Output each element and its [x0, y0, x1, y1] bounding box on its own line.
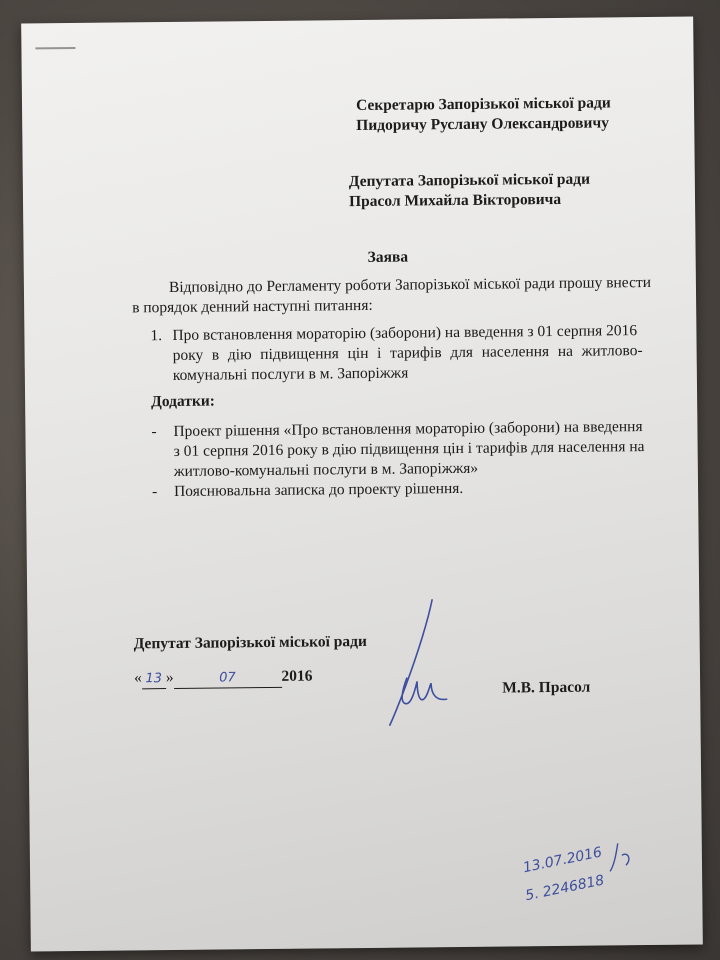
attachment-bullet-2: - [151, 483, 158, 501]
registration-note [518, 837, 669, 919]
sender-line-2: Прасол Михайла Вікторовича [348, 190, 562, 211]
sender-line-1: Депутата Запорізької міської ради [348, 170, 591, 191]
registration-note-line-1: 13.07.2016 [521, 844, 604, 877]
attachment-bullet-1: - [151, 423, 157, 441]
date-close-quote: » [165, 668, 174, 687]
date-line [134, 667, 313, 690]
signer-position: Депутат Запорізької міської ради [133, 632, 367, 653]
attachment-2-line-1: Пояснювальна записка до проекту рішення. [173, 479, 464, 500]
attachment-1-line-2: з 01 серпня 2016 року в дію підвищення цін і тарифів для населення на [173, 438, 645, 460]
date-month: 07 [173, 668, 281, 689]
date-day: 13 [142, 669, 166, 689]
document-title: Заява [367, 248, 409, 266]
item-line-1: Про встановлення мораторію (заборони) на введення з 01 серпня 2016 [172, 322, 638, 344]
date-open-quote: « [133, 669, 142, 687]
item-number: 1. [150, 327, 163, 345]
attachments-heading: Додатки: [151, 392, 216, 411]
intro-line-2: в порядок денний наступні питання: [132, 296, 373, 317]
recipient-line-2: Пидоричу Руслану Олександровичу [356, 114, 609, 135]
date-year: 2016 [281, 667, 313, 685]
attachment-1-line-3: житлово-комунальні послуги в м. Запоріжжя» [173, 459, 479, 480]
signer-name: М.В. Прасол [502, 678, 591, 697]
item-line-3: комунальні послуги в м. Запоріжжя [172, 364, 409, 384]
document-page [21, 17, 703, 952]
intro-line-1: Відповідно до Регламенту роботи Запорізької міської ради прошу внести [168, 273, 652, 297]
handwritten-signature [372, 597, 463, 728]
recipient-line-1: Секретарю Запорізької міської ради [355, 94, 611, 115]
item-line-2: року в дію підвищення цін і тарифів для населення на житлово- [172, 342, 643, 364]
attachment-1-line-1: Проект рішення «Про встановлення мораторію (заборони) на введення [173, 418, 643, 440]
registration-note-line-2: 5. 2246818 [523, 872, 606, 905]
pen-mark [35, 47, 75, 49]
